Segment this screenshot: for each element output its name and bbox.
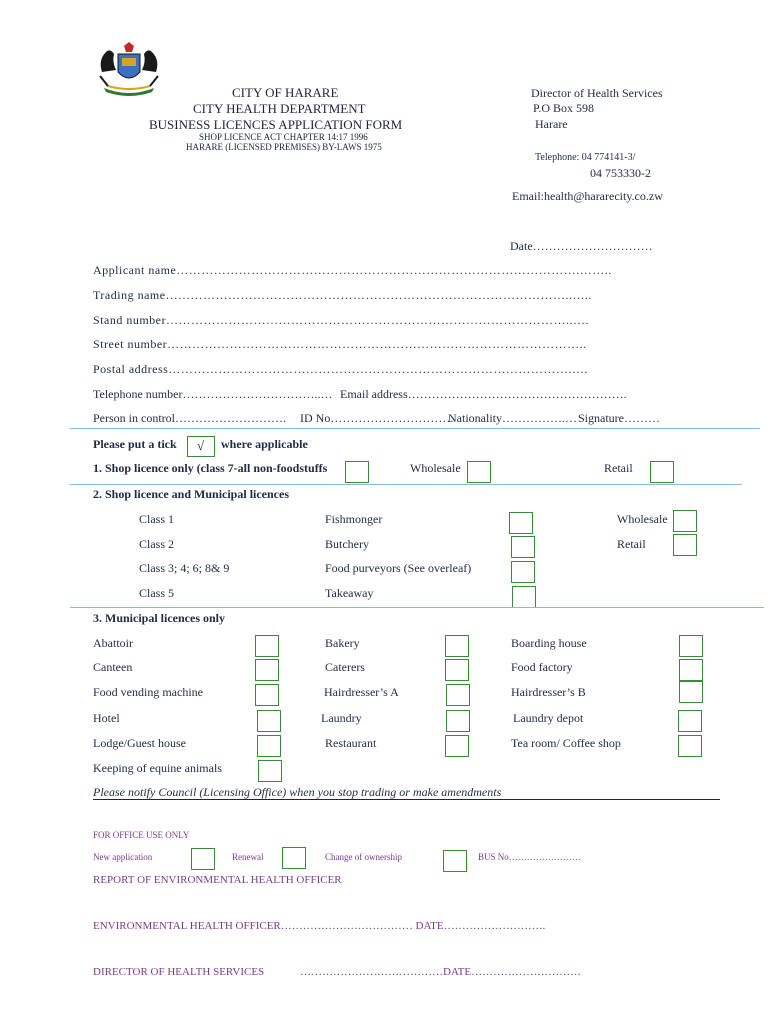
caterers-checkbox[interactable] bbox=[445, 659, 469, 681]
id-number-field[interactable]: ID No…………………………. bbox=[300, 411, 454, 425]
abattoir-checkbox[interactable] bbox=[255, 635, 279, 657]
canteen-checkbox[interactable] bbox=[255, 659, 279, 681]
section-3-title: 3. Municipal licences only bbox=[93, 611, 225, 625]
dhs-label: DIRECTOR OF HEALTH SERVICES bbox=[93, 966, 265, 978]
canteen-label: Canteen bbox=[93, 660, 133, 674]
class-2-label: Class 2 bbox=[139, 537, 175, 551]
divider bbox=[70, 607, 764, 608]
act-reference: SHOP LICENCE ACT CHAPTER 14:17 1996 bbox=[199, 132, 368, 142]
section-1-wholesale-label: Wholesale bbox=[410, 461, 461, 475]
po-box: P.O Box 598 bbox=[533, 101, 595, 115]
tick-instruction: Please put a tick bbox=[93, 437, 177, 451]
section-1-retail-label: Retail bbox=[604, 461, 633, 475]
food-vending-label: Food vending machine bbox=[93, 685, 203, 699]
hairdresser-b-checkbox[interactable] bbox=[679, 681, 703, 703]
food-purveyors-checkbox[interactable] bbox=[511, 561, 535, 583]
bylaws-reference: HARARE (LICENSED PREMISES) BY-LAWS 1975 bbox=[186, 142, 382, 152]
dhs-signature-line[interactable]: …………………………………DATE………………………… bbox=[300, 966, 582, 978]
section-1-title: 1. Shop licence only (class 7-all non-foodstuffs bbox=[93, 461, 328, 475]
laundry-depot-label: Laundry depot bbox=[513, 711, 584, 725]
eho-signature-line[interactable]: ENVIRONMENTAL HEALTH OFFICER……………………………… DATE………………………. bbox=[93, 920, 546, 932]
laundry-depot-checkbox[interactable] bbox=[678, 710, 702, 732]
fishmonger-label: Fishmonger bbox=[325, 512, 383, 526]
director-title: Director of Health Services bbox=[531, 86, 663, 100]
food-vending-checkbox[interactable] bbox=[255, 684, 279, 706]
section-2-retail-checkbox[interactable] bbox=[673, 534, 697, 556]
section-2-retail-label: Retail bbox=[617, 537, 646, 551]
equine-checkbox[interactable] bbox=[258, 760, 282, 782]
department-name: CITY HEALTH DEPARTMENT bbox=[193, 101, 366, 116]
renewal-label: Renewal bbox=[232, 852, 264, 862]
section-1-retail-checkbox[interactable] bbox=[650, 461, 674, 483]
shop-licence-checkbox[interactable] bbox=[345, 461, 369, 483]
laundry-label: Laundry bbox=[321, 711, 362, 725]
trading-name-field[interactable]: Trading name……………………………………………………………………………………..….. bbox=[93, 288, 593, 302]
street-number-field[interactable]: Street number……………………………………………………………………………………….. bbox=[93, 337, 587, 351]
restaurant-checkbox[interactable] bbox=[445, 735, 469, 757]
food-purveyors-label: Food purveyors (See overleaf) bbox=[325, 561, 472, 575]
new-application-label: New application bbox=[93, 852, 153, 862]
renewal-checkbox[interactable] bbox=[282, 847, 306, 869]
divider bbox=[70, 428, 760, 429]
fishmonger-checkbox[interactable] bbox=[509, 512, 533, 534]
bakery-checkbox[interactable] bbox=[445, 635, 469, 657]
tick-instruction-suffix: where applicable bbox=[221, 437, 308, 451]
office-use-title: FOR OFFICE USE ONLY bbox=[93, 830, 190, 840]
date-field[interactable]: Date………………………… bbox=[510, 239, 653, 253]
section-2-title: 2. Shop licence and Municipal licences bbox=[93, 487, 290, 501]
takeaway-checkbox[interactable] bbox=[512, 586, 536, 608]
tea-room-checkbox[interactable] bbox=[678, 735, 702, 757]
lodge-checkbox[interactable] bbox=[257, 735, 281, 757]
signature-field[interactable]: Signature……… bbox=[578, 411, 660, 425]
laundry-checkbox[interactable] bbox=[446, 710, 470, 732]
bakery-label: Bakery bbox=[325, 636, 360, 650]
change-ownership-label: Change of ownership bbox=[325, 852, 402, 862]
hairdresser-a-label: Hairdresser’s A bbox=[324, 685, 399, 699]
tick-mark: √ bbox=[197, 438, 205, 453]
coat-of-arms-logo bbox=[94, 42, 164, 98]
tea-room-label: Tea room/ Coffee shop bbox=[511, 736, 621, 750]
city-name: CITY OF HARARE bbox=[232, 85, 339, 100]
class-3-label: Class 3; 4; 6; 8& 9 bbox=[139, 561, 230, 575]
hairdresser-b-label: Hairdresser’s B bbox=[511, 685, 586, 699]
city-address: Harare bbox=[535, 117, 568, 131]
nationality-field[interactable]: Nationality…………….… bbox=[448, 411, 577, 425]
telephone-number-field[interactable]: Telephone number……………………………..… bbox=[93, 387, 333, 401]
caterers-label: Caterers bbox=[325, 660, 365, 674]
hotel-checkbox[interactable] bbox=[257, 710, 281, 732]
stand-number-field[interactable]: Stand number……………………………………………………………………………………..…. bbox=[93, 313, 589, 327]
person-in-control-field[interactable]: Person in control………………………. bbox=[93, 411, 286, 425]
takeaway-label: Takeaway bbox=[325, 586, 374, 600]
food-factory-label: Food factory bbox=[511, 660, 573, 674]
change-ownership-checkbox[interactable] bbox=[443, 850, 467, 872]
butchery-label: Butchery bbox=[325, 537, 369, 551]
hotel-label: Hotel bbox=[93, 711, 120, 725]
telephone-line-1: Telephone: 04 774141-3/ bbox=[535, 152, 636, 163]
section-1-wholesale-checkbox[interactable] bbox=[467, 461, 491, 483]
notice-text: Please notify Council (Licensing Office) when you stop trading or make amendments bbox=[93, 785, 502, 799]
bus-number-field[interactable]: BUS No…………………… bbox=[478, 852, 581, 862]
notice-underline bbox=[93, 799, 720, 800]
abattoir-label: Abattoir bbox=[93, 636, 133, 650]
restaurant-label: Restaurant bbox=[325, 736, 377, 750]
food-factory-checkbox[interactable] bbox=[679, 659, 703, 681]
butchery-checkbox[interactable] bbox=[511, 536, 535, 558]
class-1-label: Class 1 bbox=[139, 512, 175, 526]
boarding-house-checkbox[interactable] bbox=[679, 635, 703, 657]
email-contact: Email:health@hararecity.co.zw bbox=[512, 189, 663, 203]
boarding-house-label: Boarding house bbox=[511, 636, 587, 650]
telephone-line-2: 04 753330-2 bbox=[590, 166, 651, 180]
form-title: BUSINESS LICENCES APPLICATION FORM bbox=[149, 117, 403, 132]
new-application-checkbox[interactable] bbox=[191, 848, 215, 870]
applicant-name-field[interactable]: Applicant name…………………………………………………………………………………….…….. bbox=[93, 263, 612, 277]
divider bbox=[70, 484, 742, 485]
section-2-wholesale-label: Wholesale bbox=[617, 512, 668, 526]
class-5-label: Class 5 bbox=[139, 586, 175, 600]
equine-label: Keeping of equine animals bbox=[93, 761, 222, 775]
postal-address-field[interactable]: Postal address…………………………………………………………………………………….…. bbox=[93, 362, 588, 376]
section-2-wholesale-checkbox[interactable] bbox=[673, 510, 697, 532]
email-address-field[interactable]: Email address………………………………………………. bbox=[340, 387, 627, 401]
lodge-label: Lodge/Guest house bbox=[93, 736, 186, 750]
hairdresser-a-checkbox[interactable] bbox=[446, 684, 470, 706]
report-title: REPORT OF ENVIRONMENTAL HEALTH OFFICER bbox=[93, 874, 342, 886]
